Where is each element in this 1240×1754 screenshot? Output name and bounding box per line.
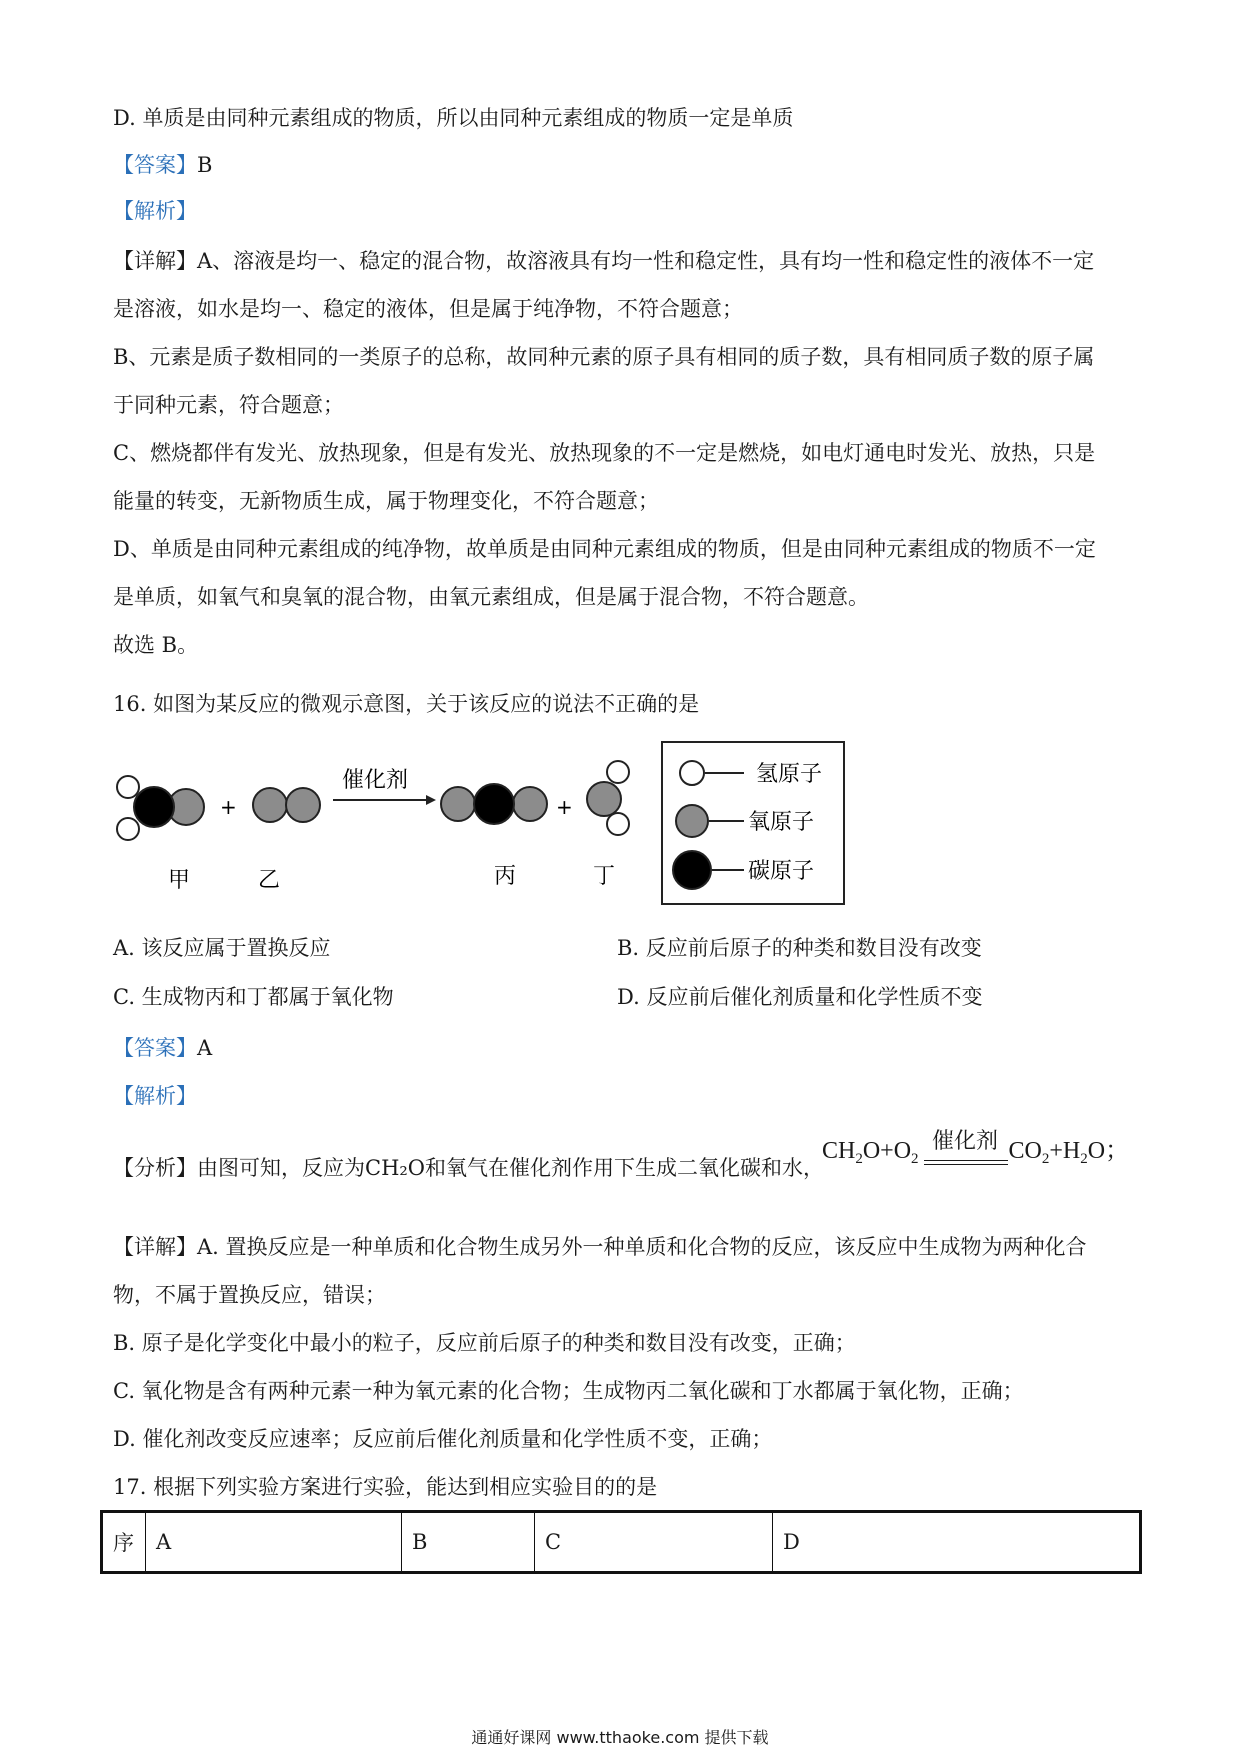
option-a: A. 该反应属于置换反应: [113, 936, 331, 960]
experiment-table: [100, 1510, 1142, 1574]
equation-catalyst: 催化剂: [932, 1129, 999, 1154]
legend-oxygen-icon: [676, 805, 708, 837]
oxygen-atom: [441, 787, 475, 821]
question-16: 16. 如图为某反应的微观示意图，关于该反应的说法不正确的是: [113, 692, 700, 716]
legend-carbon-icon: [673, 851, 711, 889]
arrow-head: [426, 795, 436, 805]
hydrogen-atom: [607, 813, 629, 835]
option-b: B. 反应前后原子的种类和数目没有改变: [617, 936, 982, 960]
molecule-jia: [117, 776, 204, 840]
detail-15-line: D、单质是由同种元素组成的纯净物，故单质是由同种元素组成的物质，但是由同种元素组成的物质不一定: [113, 537, 1096, 561]
answer-value: A: [197, 1036, 213, 1060]
plus-sign: +: [220, 795, 237, 819]
option-c: C. 生成物丙和丁都属于氧化物: [113, 985, 394, 1009]
table-cell: D: [783, 1530, 800, 1554]
oxygen-atom: [587, 782, 621, 816]
molecule-yi: [253, 788, 320, 822]
hydrogen-atom: [607, 761, 629, 783]
legend-carbon-label: 碳原子: [748, 859, 815, 884]
answer-value: B: [197, 153, 213, 177]
detail-15-line: 【详解】A、溶液是均一、稳定的混合物，故溶液具有均一性和稳定性，具有均一性和稳定性的液体不一定: [113, 249, 1095, 273]
chemical-equation: $CH_2O+O_2$ $CO_2+H_2O$；: [822, 1138, 1130, 1167]
table-cell: 序: [103, 1513, 146, 1571]
option-d: D. 反应前后催化剂质量和化学性质不变: [617, 985, 983, 1009]
detail-16-line: B. 原子是化学变化中最小的粒子，反应前后原子的种类和数目没有改变，正确；: [113, 1331, 856, 1355]
hydrogen-atom: [117, 818, 139, 840]
answer-tag: 【答案】: [113, 1036, 197, 1060]
oxygen-atom: [513, 787, 547, 821]
plus-sign: +: [556, 795, 573, 819]
detail-15-line: 于同种元素，符合题意；: [113, 393, 344, 417]
catalyst-label: 催化剂: [342, 768, 409, 793]
detail-15-line: C、燃烧都伴有发光、放热现象，但是有发光、放热现象的不一定是燃烧，如电灯通电时发光、放热，只是: [113, 441, 1096, 465]
footer: 通通好课网 www.tthaoke.com 提供下载: [471, 1728, 769, 1747]
answer-16: [113, 1033, 212, 1063]
molecule-bing: [441, 784, 547, 824]
detail-15-line: 能量的转变，无新物质生成，属于物理变化，不符合题意；: [113, 489, 659, 513]
detail-16-line: C. 氧化物是含有两种元素一种为氧元素的化合物；生成物丙二氧化碳和丁水都属于氧化物，正确；: [113, 1379, 1024, 1403]
detail-16-line: D. 催化剂改变反应速率；反应前后催化剂质量和化学性质不变，正确；: [113, 1427, 773, 1451]
legend-hydrogen-icon: [680, 761, 704, 785]
carbon-atom: [134, 787, 174, 827]
molecule-ding: [587, 761, 629, 835]
label-ding: 丁: [593, 864, 616, 889]
table-cell: B: [402, 1513, 535, 1571]
detail-16-line: 【详解】A. 置换反应是一种单质和化合物生成另外一种单质和化合物的反应，该反应中生成物为两种化合: [113, 1235, 1087, 1259]
analysis-15: 【解析】: [113, 199, 197, 223]
analysis-16: 【解析】: [113, 1084, 197, 1108]
question-17: 17. 根据下列实验方案进行实验，能达到相应实验目的的是: [113, 1475, 658, 1499]
legend-hydrogen-label: 氢原子: [756, 762, 823, 787]
answer-15: [113, 150, 212, 180]
table-cell: A: [146, 1513, 402, 1571]
oxygen-atom: [286, 788, 320, 822]
legend-oxygen-label: 氧原子: [748, 810, 815, 835]
hydrogen-atom: [117, 776, 139, 798]
detail-16-line: 物，不属于置换反应，错误；: [113, 1283, 386, 1307]
detail-15-line: B、元素是质子数相同的一类原子的总称，故同种元素的原子具有相同的质子数，具有相同质子数的原子属: [113, 345, 1095, 369]
detail-15-line: 是单质，如氧气和臭氧的混合物，由氧元素组成，但是属于混合物，不符合题意。: [113, 585, 869, 609]
detail-15-line: 是溶液，如水是均一、稳定的液体，但是属于纯净物，不符合题意；: [113, 297, 743, 321]
carbon-atom: [474, 784, 514, 824]
legend: [662, 742, 844, 904]
label-yi: 乙: [258, 868, 281, 893]
table-cell: C: [535, 1513, 773, 1571]
label-bing: 丙: [494, 864, 517, 889]
detail-15-line: 故选 B。: [113, 633, 199, 657]
oxygen-atom: [253, 788, 287, 822]
analysis-text: 【分析】由图可知，反应为CH₂O和氧气在催化剂作用下生成二氧化碳和水，: [113, 1156, 825, 1180]
reaction-diagram: [108, 735, 868, 915]
answer-tag: 【答案】: [113, 153, 197, 177]
label-jia: 甲: [168, 868, 191, 893]
line-d: D. 单质是由同种元素组成的物质，所以由同种元素组成的物质一定是单质: [113, 106, 794, 130]
